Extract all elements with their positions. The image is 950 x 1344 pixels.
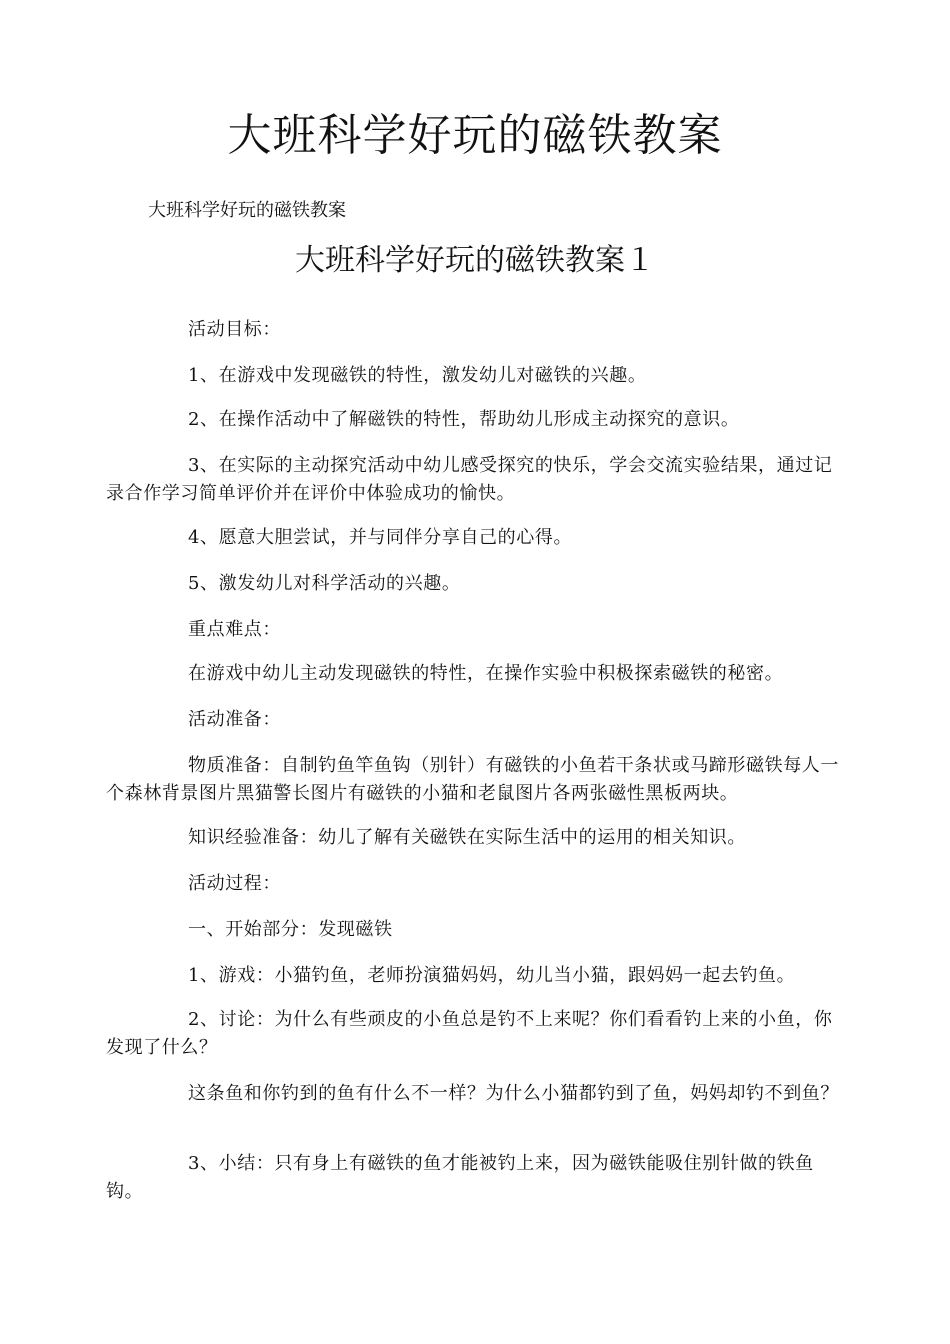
process-step-3-summary: 3、小结：只有身上有磁铁的鱼才能被钓上来，因为磁铁能吸住别针做的铁鱼钩。 xyxy=(106,1153,814,1202)
heading-activity-preparation: 活动准备： xyxy=(188,709,281,730)
goal-item-5: 5、激发幼儿对科学活动的兴趣。 xyxy=(188,573,461,594)
goal-item-1: 1、在游戏中发现磁铁的特性，激发幼儿对磁铁的兴趣。 xyxy=(188,365,647,386)
section-title: 大班科学好玩的磁铁教案１ xyxy=(295,243,655,278)
process-part-1-heading: 一、开始部分：发现磁铁 xyxy=(188,919,393,940)
process-step-1: 1、游戏：小猫钓鱼，老师扮演猫妈妈，幼儿当小猫，跟妈妈一起去钓鱼。 xyxy=(188,965,796,986)
heading-activity-process: 活动过程： xyxy=(188,873,281,894)
heading-activity-goals: 活动目标： xyxy=(188,319,281,340)
goal-item-2: 2、在操作活动中了解磁铁的特性，帮助幼儿形成主动探究的意识。 xyxy=(188,409,740,430)
goal-item-4: 4、愿意大胆尝试，并与同伴分享自己的心得。 xyxy=(188,527,573,548)
material-preparation: 物质准备：自制钓鱼竿鱼钩（别针）有磁铁的小鱼若干条状或马蹄形磁铁每人一个森林背景图片黑猫警长图片有磁铁的小猫和老鼠图片各两张磁性黑板两块。 xyxy=(106,755,839,804)
document-title: 大班科学好玩的磁铁教案 xyxy=(227,110,723,161)
heading-key-difficulties: 重点难点： xyxy=(188,619,281,640)
knowledge-preparation: 知识经验准备：幼儿了解有关磁铁在实际生活中的运用的相关知识。 xyxy=(188,827,746,848)
process-step-2-question: 这条鱼和你钓到的鱼有什么不一样？为什么小猫都钓到了鱼，妈妈却钓不到鱼？ xyxy=(188,1083,839,1104)
goal-item-3: 3、在实际的主动探究活动中幼儿感受探究的快乐，学会交流实验结果，通过记录合作学习简单评价并在评价中体验成功的愉快。 xyxy=(106,455,833,504)
document-subtitle: 大班科学好玩的磁铁教案 xyxy=(148,200,346,221)
key-difficulties-text: 在游戏中幼儿主动发现磁铁的特性，在操作实验中积极探索磁铁的秘密。 xyxy=(188,663,784,684)
process-step-2: 2、讨论：为什么有些顽皮的小鱼总是钓不上来呢？你们看看钓上来的小鱼，你发现了什么？ xyxy=(106,1009,833,1058)
